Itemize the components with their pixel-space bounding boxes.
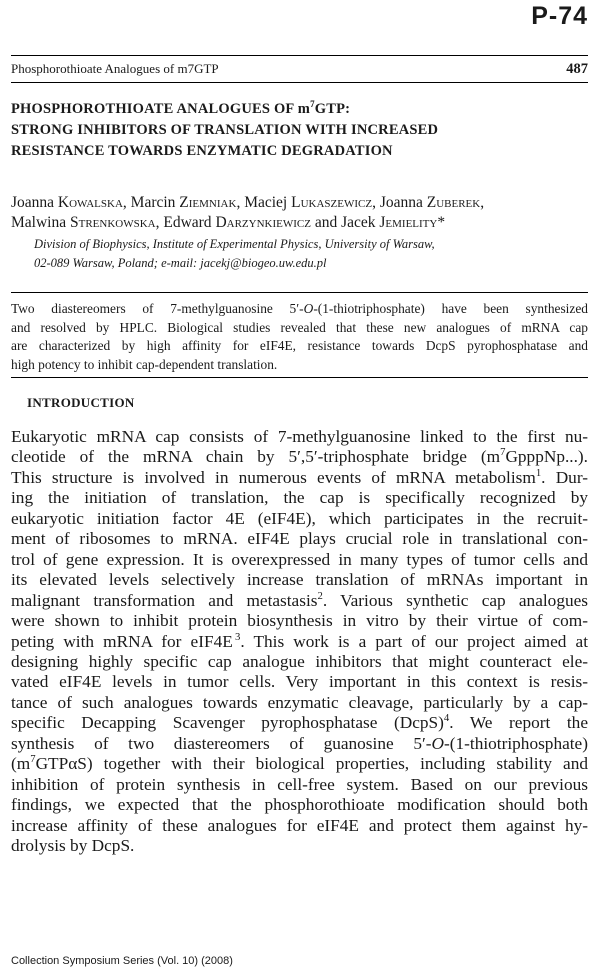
abstract xyxy=(11,292,588,378)
body-line: were shown to inhibit protein biosynthesis in vitro by their virtue of com- xyxy=(11,611,588,631)
abstract-line: are characterized by high affinity for eIF4E, resistance towards DcpS pyrophosphatase and xyxy=(11,338,588,354)
body-line: eukaryotic initiation factor 4E (eIF4E), which participates in the recruit- xyxy=(11,508,588,528)
title-line: PHOSPHOROTHIOATE ANALOGUES OF $m^7GTP$: xyxy=(11,99,351,117)
body-line: Eukaryotic mRNA cap consists of 7-methylguanosine linked to the first nu- xyxy=(11,427,588,446)
body-line: $(m^7GTP\alpha S)$ together with their biological properties, including stability and xyxy=(11,753,588,774)
abstract-line: high potency to inhibit cap-dependent translation. xyxy=(11,356,278,372)
affiliation xyxy=(34,235,588,273)
running-head xyxy=(11,55,588,83)
author-list xyxy=(11,193,588,233)
article-title xyxy=(11,99,588,162)
abstract-line: and resolved by HPLC. Biological studies revealed that these new analogues of mRNA cap xyxy=(11,319,588,335)
body-line: inhibition of protein synthesis in cell-free system. Based on our previous xyxy=(11,774,588,794)
author: Maciej Lukaszewicz, xyxy=(244,194,376,211)
footer: Collection Symposium Series (Vol. 10) (2008) xyxy=(11,955,233,967)
section-heading: INTRODUCTION xyxy=(27,395,135,410)
running-head-title: Phosphorothioate Analogues of m7GTP xyxy=(11,61,219,76)
body-line: designing highly specific cap analogue inhibitors that might counteract ele- xyxy=(11,651,588,671)
author: Joanna Kowalska, xyxy=(11,194,127,211)
body-line: increase affinity of these analogues for eIF4E and protect them against hy- xyxy=(11,815,588,835)
body-line: tance of such analogues towards enzymatic cleavage, particularly by a cap- xyxy=(11,692,588,712)
body-line: cleotide of the mRNA chain by 5′,5′-triphosphate bridge $(m^7GpppNp...)$. xyxy=(11,446,588,467)
affiliation-line: 02-089 Warsaw, Poland; e-mail: jacekj@biogeo.uw.edu.pl xyxy=(34,256,327,270)
body-line: its elevated levels selectively increase translation of mRNAs important in xyxy=(11,570,588,590)
abstract-line: Two diastereomers of 7-methylguanosine 5′-O-(1-thiotriphosphate) have been synthesized xyxy=(11,301,588,316)
affiliation-line: Division of Biophysics, Institute of Experimental Physics, University of Warsaw, xyxy=(34,237,435,251)
body-line: ing the initiation of translation, the cap is specifically recognized by xyxy=(11,488,588,508)
body-line: peting with mRNA for eIF4E $^3$. This work is a part of our project aimed at xyxy=(11,630,589,651)
body-line: trol of gene expression. It is overexpressed in many types of tumor cells and xyxy=(11,549,588,569)
author-line xyxy=(11,193,588,213)
author: Marcin Ziemniak, xyxy=(130,194,241,211)
body-line: malignant transformation and metastasis$^2$. Various synthetic cap analogues xyxy=(11,589,588,610)
poster-id: P-74 xyxy=(531,2,588,30)
title-line: RESISTANCE TOWARDS ENZYMATIC DEGRADATION xyxy=(11,143,393,159)
body-text xyxy=(11,427,588,857)
author: Jacek Jemielity* xyxy=(341,214,446,231)
author: Malwina Strenkowska, xyxy=(11,214,160,231)
title-line: STRONG INHIBITORS OF TRANSLATION WITH INCREASED xyxy=(11,122,439,138)
body-line: drolysis by DcpS. xyxy=(11,836,135,856)
body-line: findings, we expected that the phosphorothioate modification should both xyxy=(11,795,588,815)
body-line: synthesis of two diastereomers of guanosine 5′-O-(1-thiotriphosphate) xyxy=(11,733,588,753)
page-number: 487 xyxy=(566,60,588,77)
body-line: specific Decapping Scavenger pyrophosphatase (DcpS)$^4$. We report the xyxy=(11,712,588,733)
author-line xyxy=(11,213,588,233)
body-line: ment of ribosomes to mRNA. eIF4E plays crucial role in translational con- xyxy=(11,529,588,549)
author: Joanna Zuberek, xyxy=(379,194,485,211)
author: Edward Darzynkiewicz and xyxy=(163,214,338,231)
body-line: vated eIF4E levels in tumor cells. Very important in this context is resis- xyxy=(11,672,588,692)
body-line: This structure is involved in numerous events of mRNA metabolism$^1$. Dur- xyxy=(11,467,588,487)
